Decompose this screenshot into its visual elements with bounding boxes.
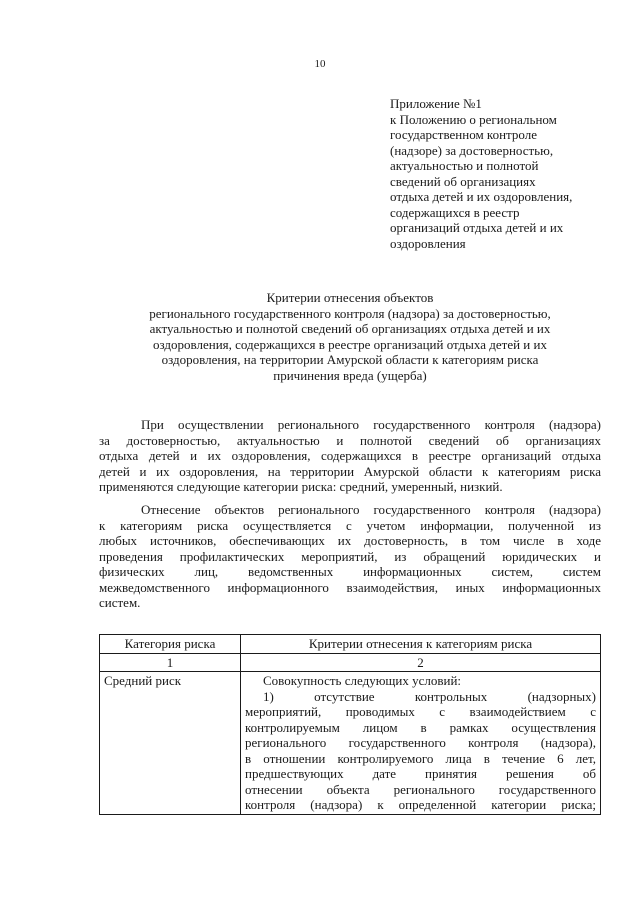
- paragraph-line: за достоверностью, актуальностью и полнотой сведений об организациях: [99, 432, 601, 448]
- title-line: регионального государственного контроля (надзора) за достоверностью,: [149, 305, 551, 321]
- header-criteria: Критерии отнесения к категориям риска: [241, 635, 601, 654]
- table-row: [100, 672, 601, 815]
- appendix-line: оздоровления: [390, 235, 466, 251]
- appendix-line: сведений об организациях: [390, 173, 536, 189]
- title-line: причинения вреда (ущерба): [273, 367, 427, 383]
- criteria-cell: [241, 672, 601, 815]
- page-number: 10: [314, 58, 326, 70]
- column-number: 1: [100, 653, 241, 672]
- paragraph-line: межведомственного информационного взаимодействия, иных информационных: [99, 579, 601, 595]
- criteria-line: Совокупность следующих условий:: [263, 673, 462, 688]
- header-risk-category: Категория риска: [100, 635, 241, 654]
- paragraph-line: проведения профилактических мероприятий, из обращений юридических и: [99, 548, 601, 564]
- risk-criteria-table: [99, 634, 601, 815]
- title-line: оздоровления, на территории Амурской области к категориям риска: [161, 352, 539, 367]
- appendix-line: государственном контроле: [390, 127, 537, 142]
- appendix-line: к Положению о региональном: [390, 111, 557, 127]
- title-line: Критерии отнесения объектов: [266, 290, 434, 305]
- paragraph-risk-assignment: [99, 502, 601, 611]
- appendix-line: организаций отдыха детей и их: [390, 220, 564, 235]
- appendix-line: актуальностью и полнотой: [390, 158, 539, 173]
- paragraph-line: При осуществлении регионального государственного контроля (надзора): [141, 417, 601, 432]
- document-title: [100, 290, 600, 383]
- criteria-line: в отношении контролируемого лица в течение 6 лет,: [245, 750, 596, 766]
- risk-category-cell: Средний риск: [100, 672, 241, 815]
- criteria-line: предшествующих дате принятия решения об: [245, 766, 596, 781]
- appendix-line: (надзоре) за достоверностью,: [390, 142, 554, 158]
- paragraph-line: отдыха детей и их оздоровления, содержащихся в реестре организаций отдыха: [99, 448, 601, 463]
- criteria-line: контроля (надзора) к определенной категории риска;: [245, 797, 596, 812]
- appendix-line: содержащихся в реестр: [390, 204, 520, 220]
- criteria-line: регионального государственного контроля (надзора),: [245, 735, 596, 750]
- paragraph-line: любых источников, обеспечивающих их достоверность, в том числе в ходе: [99, 533, 601, 548]
- table-header-row: [100, 635, 601, 654]
- appendix-line: Приложение №1: [390, 96, 482, 111]
- appendix-header: [390, 96, 605, 251]
- title-line: актуальностью и полнотой сведений об организациях отдыха детей и их: [149, 321, 551, 336]
- appendix-line: отдыха детей и их оздоровления,: [390, 189, 573, 204]
- title-line: оздоровления, содержащихся в реестре организаций отдыха детей и их: [153, 336, 547, 352]
- table-number-row: [100, 653, 601, 672]
- criteria-line: 1) отсутствие контрольных (надзорных): [263, 688, 596, 704]
- paragraph-line: к категориям риска осуществляется с учетом информации, полученной из: [99, 517, 601, 533]
- paragraph-line: физических лиц, ведомственных информационных систем, систем: [99, 564, 601, 579]
- column-number: 2: [241, 653, 601, 672]
- paragraph-line: Отнесение объектов регионального государственного контроля (надзора): [141, 502, 601, 517]
- criteria-line: мероприятий, проводимых с взаимодействием с: [245, 704, 596, 719]
- paragraph-line: детей и их оздоровления, на территории Амурской области к категориям риска: [99, 463, 601, 479]
- paragraph-risk-categories: [99, 417, 601, 495]
- criteria-line: отнесении объекта регионального государственного: [245, 781, 596, 797]
- paragraph-line: применяются следующие категории риска: средний, умеренный, низкий.: [99, 479, 503, 494]
- paragraph-line: систем.: [99, 595, 141, 610]
- criteria-line: контролируемым лицом в рамках осуществления: [245, 719, 596, 735]
